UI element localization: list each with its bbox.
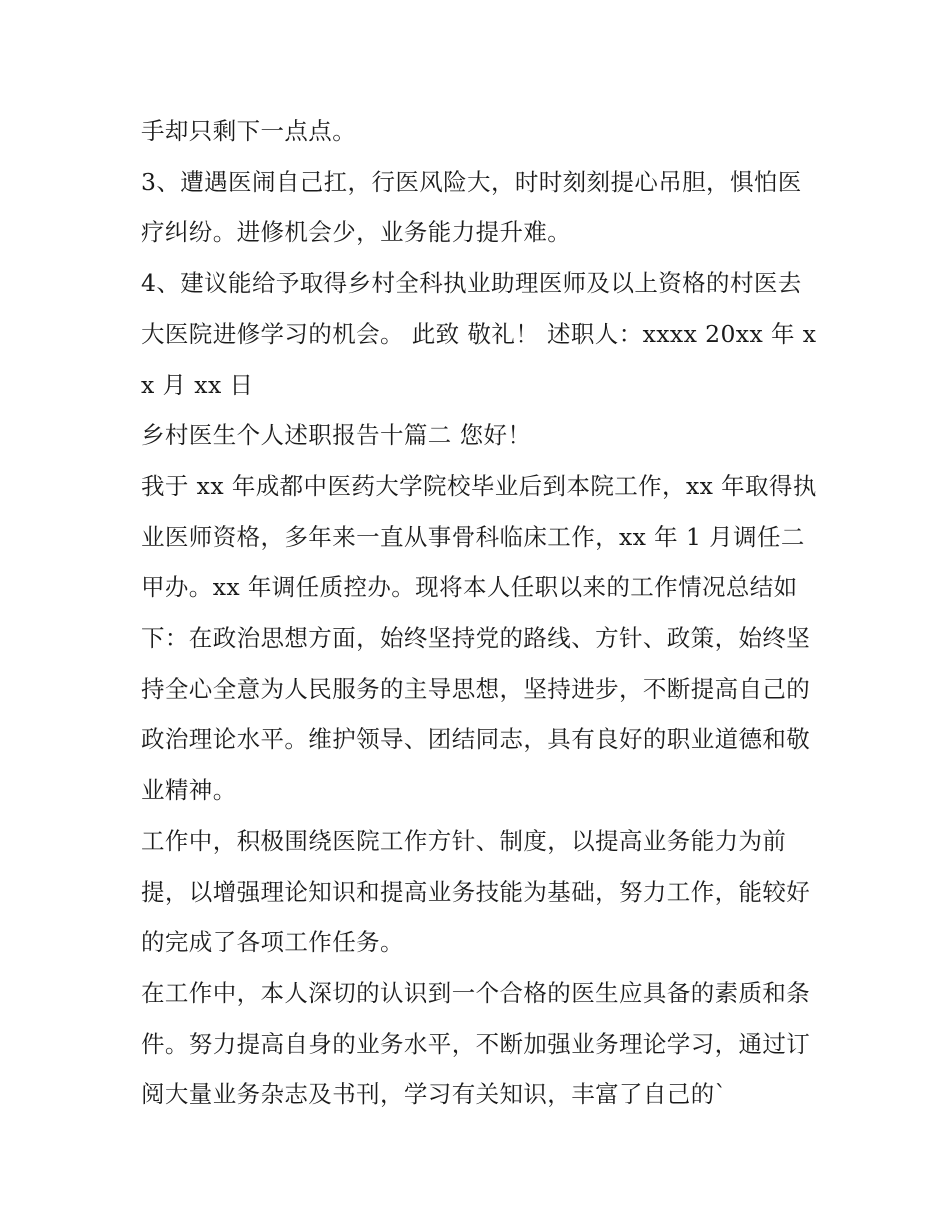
paragraph-2: 3、遭遇医闹自己扛，行医风险大，时时刻刻提心吊胆，惧怕医疗纠纷。进修机会少，业务能力提升难。 xyxy=(141,167,802,247)
paragraph-3: 4、建议能给予取得乡村全科执业助理医师及以上资格的村医去大医院进修学习的机会。 此致 敬礼！ 述职人：xxxx 20xx 年 xx 月 xx 日 xyxy=(141,269,817,399)
paragraph-1: 手却只剩下一点点。 xyxy=(141,117,357,145)
paragraph-6: 在工作中，本人深切的认识到一个合格的医生应具备的素质和条件。努力提高自身的业务水平，不断加强业务理论学习，通过订阅大量业务杂志及书刊，学习有关知识，丰富了自己的` xyxy=(141,978,811,1109)
section-heading: 乡村医生个人述职报告十篇二 您好！ xyxy=(141,421,532,450)
paragraph-5: 工作中，积极围绕医院工作方针、制度，以提高业务能力为前提，以增强理论知识和提高业务技能为基础，努力工作，能较好的完成了各项工作任务。 xyxy=(141,826,811,957)
document-body xyxy=(141,106,821,1120)
paragraph-4: 我于 xx 年成都中医药大学院校毕业后到本院工作，xx 年取得执业医师资格，多年来一直从事骨科临床工作，xx 年 1 月调任二甲办。xx 年调任质控办。现将本人任职以来的工作情况总结如下：在政治思想方面，始终坚持党的路线、方针、政策，始终坚持全心全意为人民服务的主导思想，坚持进步，不断提高自己的政治理论水平。维护领导、团结同志，具有良好的职业道德和敬业精神。 xyxy=(141,471,817,805)
